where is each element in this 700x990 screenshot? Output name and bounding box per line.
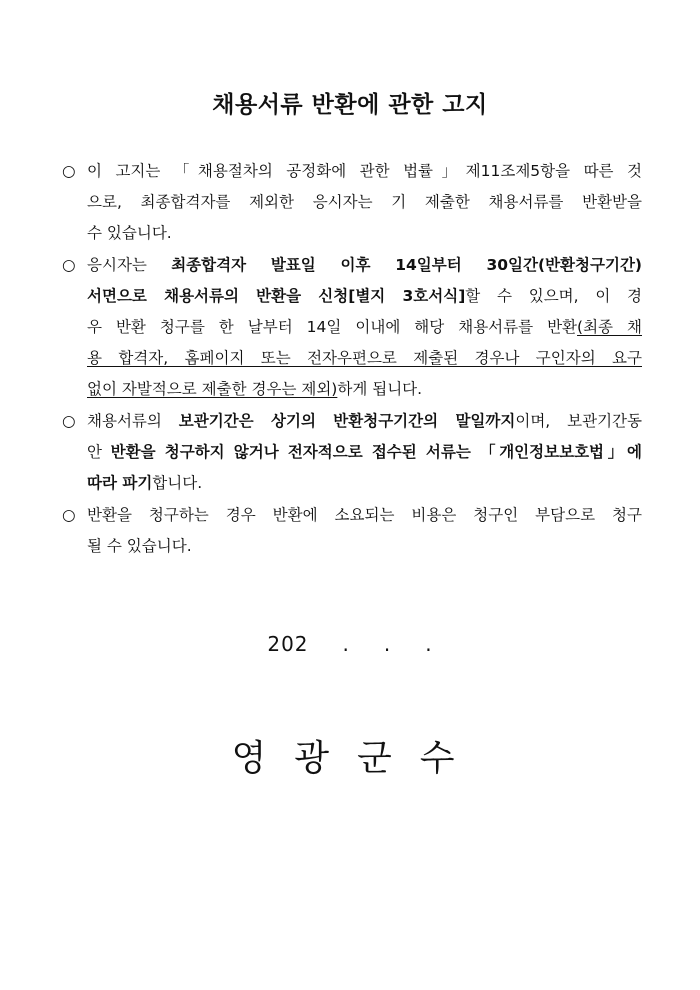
item-1-line-3: 수 있습니다. [87, 224, 172, 242]
item-2-line-4: 용 합격자, 홈페이지 또는 전자우편으로 제출된 경우나 구인자의 요구 [87, 349, 642, 367]
item-4-line-2: 될 수 있습니다. [87, 537, 192, 555]
item-2-line-5: 없이 자발적으로 제출한 경우는 제외)하게 됩니다. [87, 380, 423, 398]
bullet-circle-icon: ○ [62, 412, 76, 430]
item-2-line-3: 우 반환 청구를 한 날부터 14일 이내에 해당 채용서류를 반환(최종 채 [87, 318, 642, 336]
item-3-line-3: 따라 파기합니다. [87, 474, 203, 492]
date-day-dot: . [383, 632, 392, 656]
item-2-line-2: 서면으로 채용서류의 반환을 신청[별지 3호서식]할 수 있으며, 이 경 [87, 287, 643, 305]
bullet-circle-icon: ○ [62, 162, 76, 180]
notice-item-2 [62, 250, 642, 405]
date-month-dot: . [342, 632, 350, 656]
document-title: 채용서류 반환에 관한 고지 [212, 92, 488, 118]
bullet-circle-icon: ○ [62, 506, 76, 524]
notice-item-4 [62, 500, 642, 562]
item-1-line-1: ○ 이 고지는 「채용절차의 공정화에 관한 법률」제11조제5항을 따른 것 [62, 156, 642, 187]
issuer-signature: 영광군수 [231, 738, 483, 779]
item-1-line-2: 으로, 최종합격자를 제외한 응시자는 기 제출한 채용서류를 반환받을 [87, 193, 642, 211]
bullet-circle-icon: ○ [62, 256, 76, 274]
item-2-line-1: ○ 응시자는 최종합격자 발표일 이후 14일부터 30일간(반환청구기간) [62, 250, 642, 281]
item-4-line-1: ○ 반환을 청구하는 경우 반환에 소요되는 비용은 청구인 부담으로 청구 [62, 500, 642, 531]
date-end-dot: . [425, 632, 433, 656]
item-3-line-2: 안 반환을 청구하지 않거나 전자적으로 접수된 서류는 「개인정보보호법」에 [87, 443, 642, 461]
date-year: 202 [267, 632, 309, 656]
notice-item-3 [62, 406, 642, 499]
notice-item-1 [62, 156, 642, 249]
date-line [0, 632, 700, 656]
item-3-line-1: ○ 채용서류의 보관기간은 상기의 반환청구기간의 말일까지이며, 보관기간동 [62, 406, 642, 437]
